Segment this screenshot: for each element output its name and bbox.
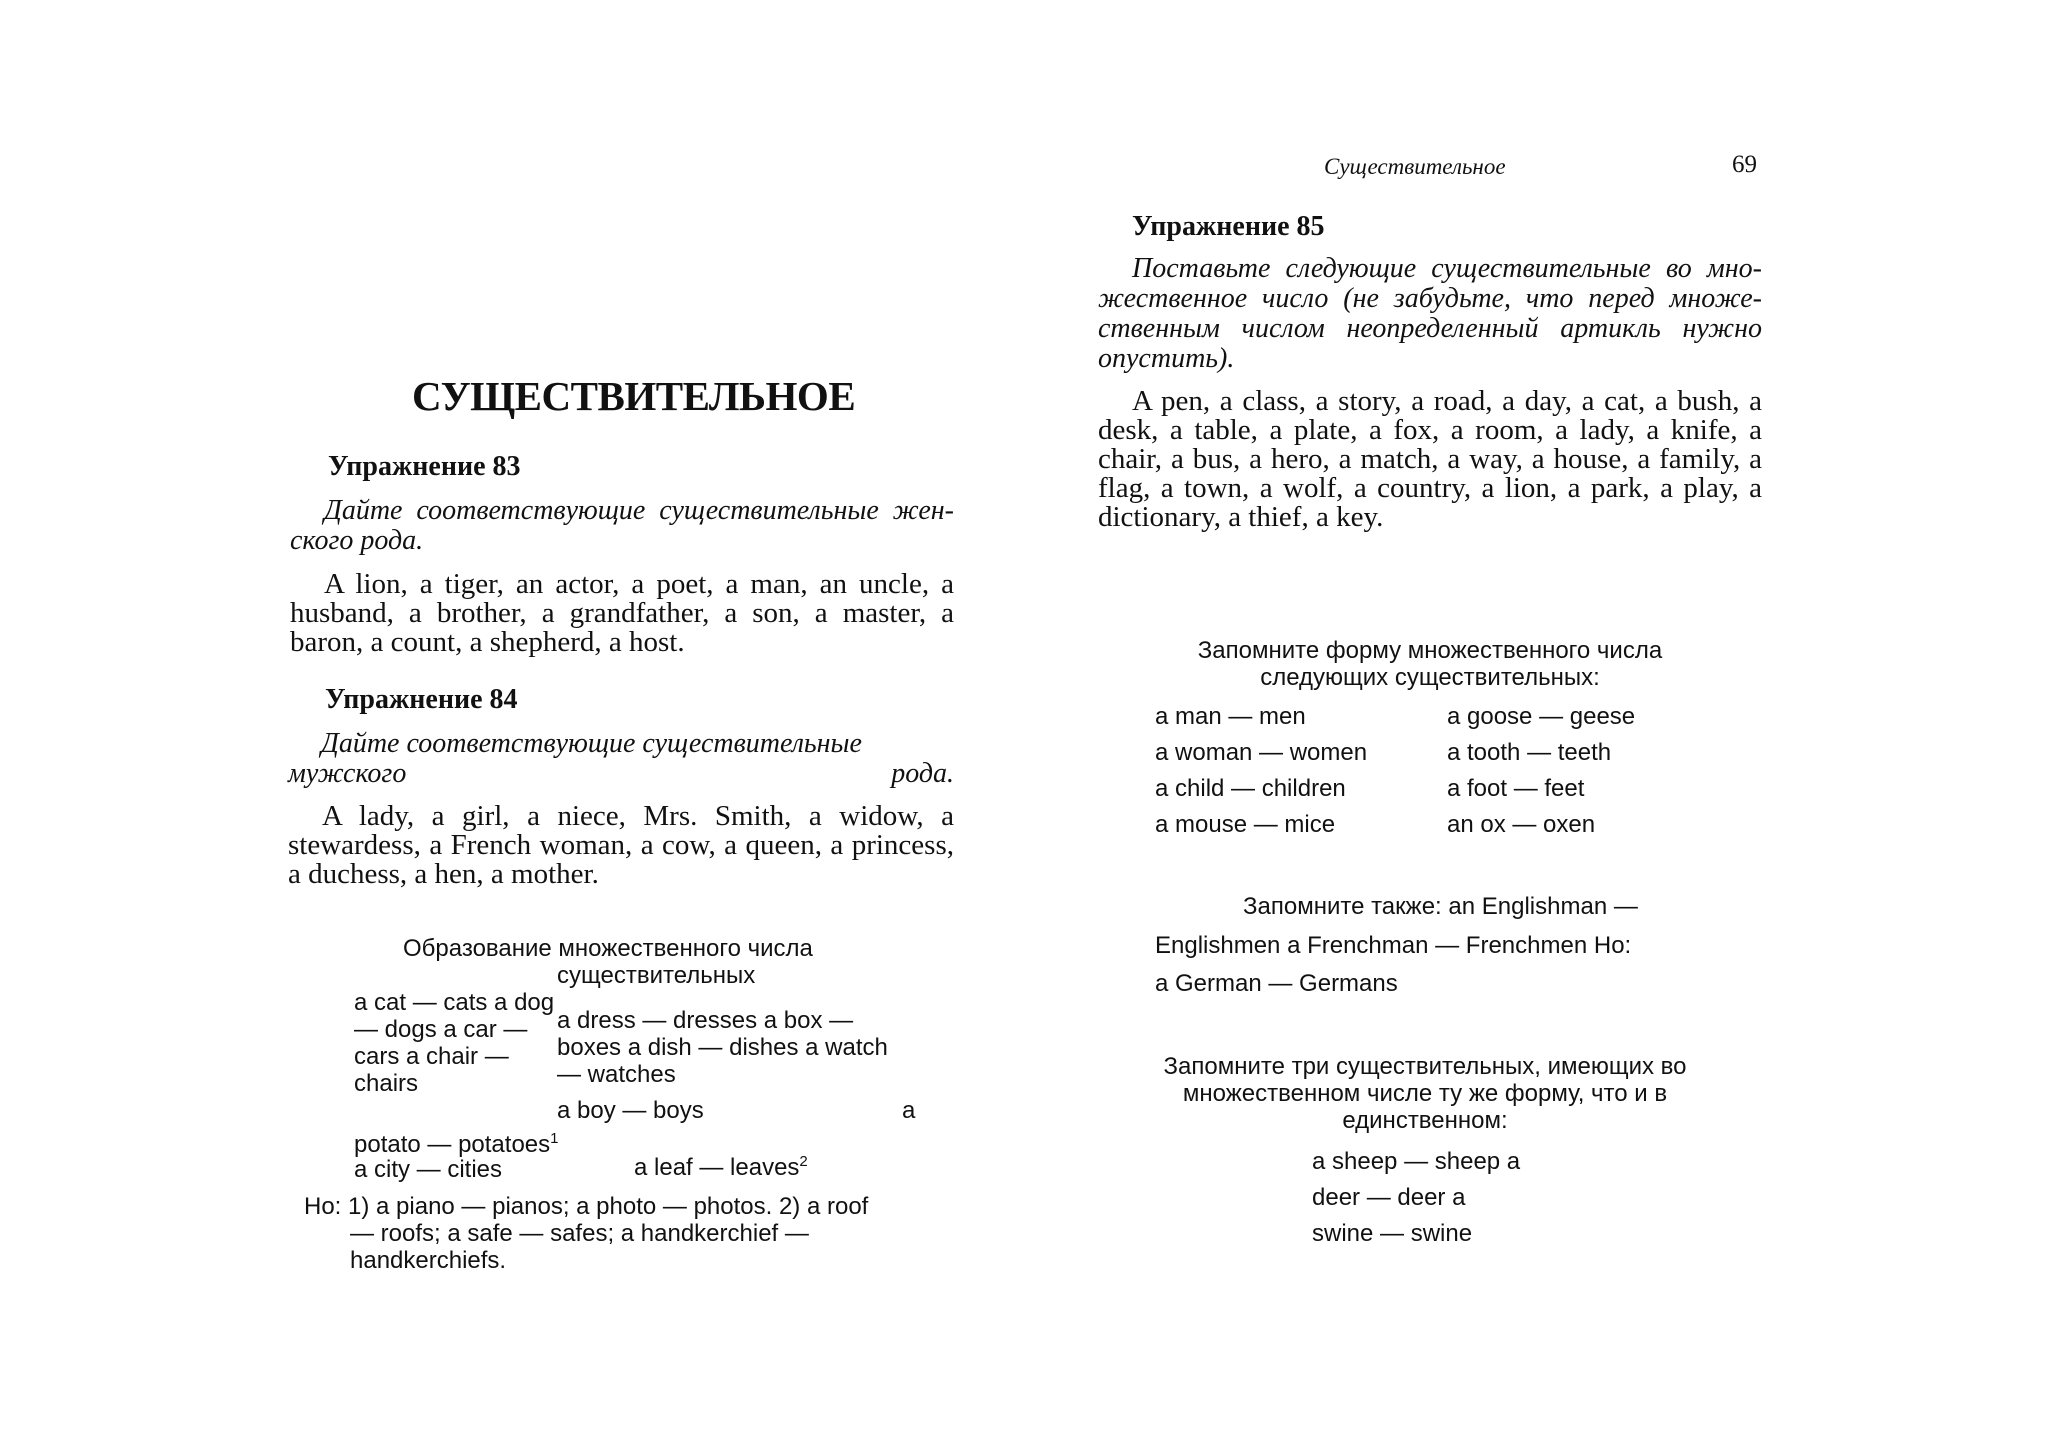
plural-leaf [634, 1153, 808, 1182]
irregular-right-row-1: a goose — geese [1447, 703, 1636, 730]
irregular-plural-box [1140, 637, 1780, 847]
irregular-right-row-3: a foot — feet [1447, 775, 1585, 802]
plural-exceptions: Но: 1) a piano — pianos; a photo — photos. 2) a roof — roofs; a safe — safes; a handkerchief — handkerchiefs. [304, 1193, 869, 1274]
exercise-83-title: Упражнение 83 [328, 451, 521, 482]
running-header: Существительное [1324, 154, 1506, 179]
also-remember-line-1: Запомните также: an Englishman — [1243, 893, 1638, 920]
exercise-83-instruction: Дайте соответствующие существительные жен-ского рода. [290, 495, 954, 556]
plural-col-a: a cat — cats a dog — dogs a car — cars a chair — chairs [354, 989, 555, 1097]
exercise-84-text: A lady, a girl, a niece, Mrs. Smith, a widow, a stewardess, a French woman, a cow, a queen, a princess, a duchess, a hen, a mother. [288, 800, 954, 890]
exercise-84-title: Упражнение 84 [325, 684, 518, 715]
plural-leaf-text: a leaf — leaves [634, 1154, 800, 1181]
exercise-85-title: Упражнение 85 [1132, 211, 1325, 242]
plural-potato-text: potato — potatoes [354, 1131, 551, 1158]
plural-potato [354, 1130, 558, 1159]
irregular-right-row-4: an ox — oxen [1447, 811, 1596, 838]
chapter-title: СУЩЕСТВИТЕЛЬНОЕ [412, 373, 856, 419]
plural-heading-line-2: существительных [557, 962, 756, 989]
footnote-2-marker: 2 [799, 1153, 808, 1170]
also-remember-line-2: Englishmen a Frenchman — Frenchmen Но: [1155, 932, 1632, 959]
same-form-box [1140, 1053, 1740, 1253]
same-form-heading: Запомните три существительных, имеющих во множественном числе ту же форму, что и в единственном: [1163, 1053, 1687, 1134]
plural-formation-box [300, 935, 920, 1285]
exercise-85-text: A pen, a class, a story, a road, a day, a cat, a bush, a desk, a table, a plate, a fox, a room, a lady, a knife, a chair, a bus, a hero, a match, a way, a house, a family, a flag, a town, a wolf, a country, a lion, a park, a play, a dictionary, a thief, a key. [1098, 385, 1762, 533]
same-form-line-3: swine — swine [1312, 1220, 1473, 1247]
footnote-1-marker: 1 [550, 1130, 559, 1147]
irregular-plural-heading: Запомните форму множественного числа следующих существительных: [1197, 637, 1663, 691]
exercise-83-text: A lion, a tiger, an actor, a poet, a man, an uncle, a husband, a brother, a grandfather, a son, a master, a baron, a count, a shepherd, a host. [290, 568, 954, 658]
page-number: 69 [1732, 151, 1757, 178]
same-form-line-1: a sheep — sheep a [1312, 1148, 1521, 1175]
irregular-left-row-2: a woman — women [1155, 739, 1368, 766]
exercise-84-instruction: Дайте соответствующие существительные мужского рода. [288, 728, 954, 789]
plural-boy: a boy — boys [557, 1097, 704, 1124]
plural-a-word: a [902, 1097, 916, 1124]
irregular-left-row-1: a man — men [1155, 703, 1306, 730]
same-form-line-2: deer — deer a [1312, 1184, 1466, 1211]
also-remember-line-3: a German — Germans [1155, 970, 1398, 997]
also-remember-box [1155, 893, 1715, 1013]
exercise-85-instruction: Поставьте следующие существительные во мно-жественное число (не забудьте, что перед множе-ственным числом неопределенный артикль нужно опустить). [1098, 253, 1762, 374]
plural-city: a city — cities [354, 1156, 503, 1183]
irregular-left-row-4: a mouse — mice [1155, 811, 1336, 838]
irregular-right-row-2: a tooth — teeth [1447, 739, 1612, 766]
irregular-left-row-3: a child — children [1155, 775, 1346, 802]
plural-col-b: a dress — dresses a box — boxes a dish — dishes a watch — watches [557, 1007, 888, 1088]
plural-heading-line-1: Образование множественного числа [403, 935, 813, 962]
